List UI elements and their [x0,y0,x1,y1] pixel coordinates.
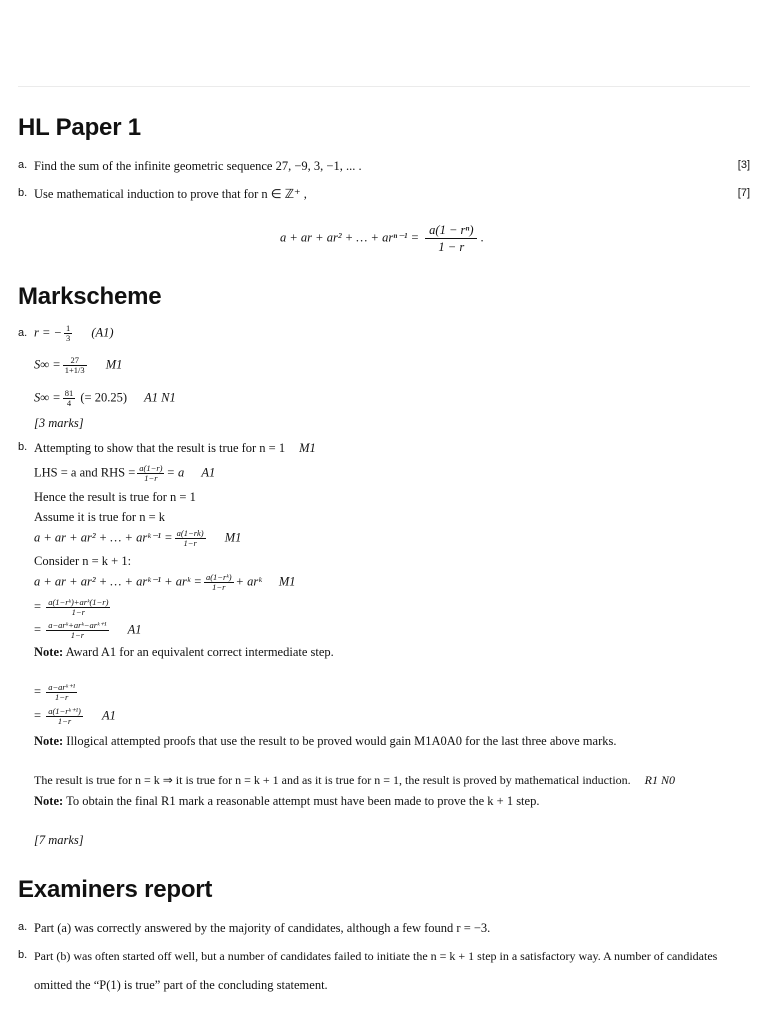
markscheme-b-label: b. [18,441,28,453]
question-b-text: Use mathematical induction to prove that for n ∈ ℤ⁺ , [34,187,307,201]
ms-b-l9-num: a−arᵏ+arᵏ−arᵏ⁺¹ [48,620,107,630]
ms-a-l3-fraction [63,389,76,408]
ms-b-l1-mark: M1 [299,441,316,455]
ms-a-total: [3 marks] [34,416,84,430]
note-3-text: To obtain the final R1 mark a reasonable attempt must have been made to prove the k + 1 step. [66,794,540,808]
ms-b-l7-num: a(1−rᵏ) [205,572,232,582]
ms-b-l11-mark: A1 [101,708,116,723]
report-b-text-2: omitted the “P(1) is true” part of the concluding statement. [34,978,328,992]
ms-a-l1-den: 3 [66,333,71,343]
ms-b-l8-den: 1−r [71,607,85,617]
ms-b-line-4: Assume it is true for n = k [34,510,165,524]
ms-b-l7-fraction [204,573,234,592]
note-1-label: Note: [34,645,64,659]
note-3-label: Note: [34,794,64,808]
ms-b-conclusion [34,772,675,788]
report-a-label: a. [18,921,28,933]
top-divider [18,86,750,87]
ms-b-line-10: = $\frac{\text{a−arᵏ⁺¹}}{1-r}$ [34,682,76,702]
ms-b-l11-num: a(1−rᵏ⁺¹) [48,706,81,716]
ms-a-line-1 [34,324,114,343]
markscheme-heading: Markscheme [18,283,162,310]
ms-a-l1-text: r = − [34,325,62,340]
paper-heading: HL Paper 1 [18,114,141,141]
ms-b-l5-num: a(1−rk) [176,528,204,538]
ms-b-l1-text: Attempting to show that the result is true for n = 1 [34,441,286,455]
question-a-text: Find the sum of the infinite geometric sequence 27, −9, 3, −1, ... . [34,159,362,173]
ms-b-l5-den: 1−r [183,538,197,548]
ms-b-line-1 [34,440,316,456]
ms-a-l2-mark: M1 [105,357,123,372]
ms-b-l2-post: = a [166,465,185,480]
ms-b-l9-mark: A1 [127,622,142,637]
ms-b-l9-fraction [46,621,108,640]
ms-b-line-2 [34,464,215,483]
ms-b-line-5 [34,529,241,548]
ms-a-l2-num: 27 [63,356,87,366]
ms-a-l3-den: 4 [66,398,72,408]
ms-b-note-1 [34,644,334,660]
ms-b-line-6: Consider n = k + 1: [34,554,132,568]
report-b-text-1: Part (b) was often started off well, but a number of candidates failed to initiate the n = k + 1 step in a satisfactory way. A number of candidates [34,949,718,963]
question-a-label: a. [18,159,28,171]
ms-a-l3-text: S∞ = [34,390,61,405]
ms-b-l8-num: a(1−rᵏ)+arᵏ(1−r) [48,597,109,607]
question-b-label: b. [18,187,28,199]
ms-b-l2-den: 1−r [144,473,158,483]
markscheme-a-label: a. [18,327,28,339]
ms-b-line-11: = $\frac{\text{a(1−rᵏ⁺¹)}}{1-r}$ A1 [34,706,116,726]
ms-b-l10-den: 1−r [55,692,69,702]
formula-fraction [425,222,477,255]
formula-lhs: a + ar + ar² + … + arⁿ⁻¹ = [280,230,420,245]
report-heading: Examiners report [18,876,213,903]
ms-b-l9-den: 1−r [70,630,84,640]
note-1-text: Award A1 for an equivalent correct intermediate step. [65,645,334,659]
ms-a-l2-text: S∞ = [34,357,61,372]
ms-b-l2-mark: A1 [201,465,216,480]
ms-a-l2-fraction [63,356,87,375]
ms-b-note-2 [34,733,616,749]
question-b-formula [280,222,484,255]
ms-b-l11-den: 1−r [57,716,72,726]
ms-a-l3-mark: A1 N1 [144,390,176,405]
ms-b-total: [7 marks] [34,833,84,847]
ms-b-l7-text: a + ar + ar² + … + arᵏ⁻¹ + arᵏ = [34,574,202,589]
ms-a-l3-value: (= 20.25) [80,390,127,405]
ms-b-l8-fraction [46,598,110,617]
ms-b-l11-fraction [46,707,83,726]
formula-end: . [480,230,484,245]
ms-b-l5-fraction [175,529,206,548]
ms-b-l2-fraction [137,464,164,483]
ms-b-line-7 [34,573,296,592]
conclusion-mark: R1 N0 [644,773,676,787]
ms-a-line-3 [34,389,176,408]
ms-b-l7-mark: M1 [278,574,296,589]
report-a-text: Part (a) was correctly answered by the majority of candidates, although a few found r = −3. [34,921,491,935]
ms-b-l2-num: a(1−r) [139,463,163,473]
ms-b-l7-den: 1−r [212,582,226,592]
question-a-marks: [3] [737,159,750,171]
ms-b-line-8: = $\frac{\text{a(1−rᵏ)+arᵏ(1−r)}}{1-r}$ [34,597,109,617]
ms-a-line-2 [34,356,122,375]
ms-b-l10-fraction [46,683,77,702]
note-2-label: Note: [34,734,64,748]
question-b-marks: [7] [737,187,750,199]
report-b-label: b. [18,949,28,961]
conclusion-text: The result is true for n = k ⇒ it is true for n = k + 1 and as it is true for n = 1, the result is proved by mathematical induction. [34,773,631,787]
ms-a-l2-den: 1+1/3 [64,365,85,375]
ms-b-line-9: = $\frac{\text{a−arᵏ+arᵏ−arᵏ⁺¹}}{1-r}$ A1 [34,620,142,640]
ms-a-l1-mark: (A1) [91,325,114,340]
ms-b-l10-num: a−arᵏ⁺¹ [48,682,76,692]
ms-a-l1-fraction [64,324,72,343]
ms-a-l3-num: 81 [64,388,74,398]
ms-a-l1-num: 1 [66,323,71,333]
formula-numerator: a(1 − rⁿ) [425,222,477,239]
note-2-text: Illogical attempted proofs that use the result to be proved would gain M1A0A0 for the last three above marks. [66,734,617,748]
ms-b-note-3 [34,793,539,809]
formula-denominator: 1 − r [438,240,465,254]
ms-b-l5-mark: M1 [224,530,242,545]
ms-b-l5-text: a + ar + ar² + … + arᵏ⁻¹ = [34,530,173,545]
ms-b-line-3: Hence the result is true for n = 1 [34,490,196,504]
ms-b-l2-text: LHS = a and RHS = [34,465,136,480]
ms-b-l7-post: + arᵏ [235,574,262,589]
